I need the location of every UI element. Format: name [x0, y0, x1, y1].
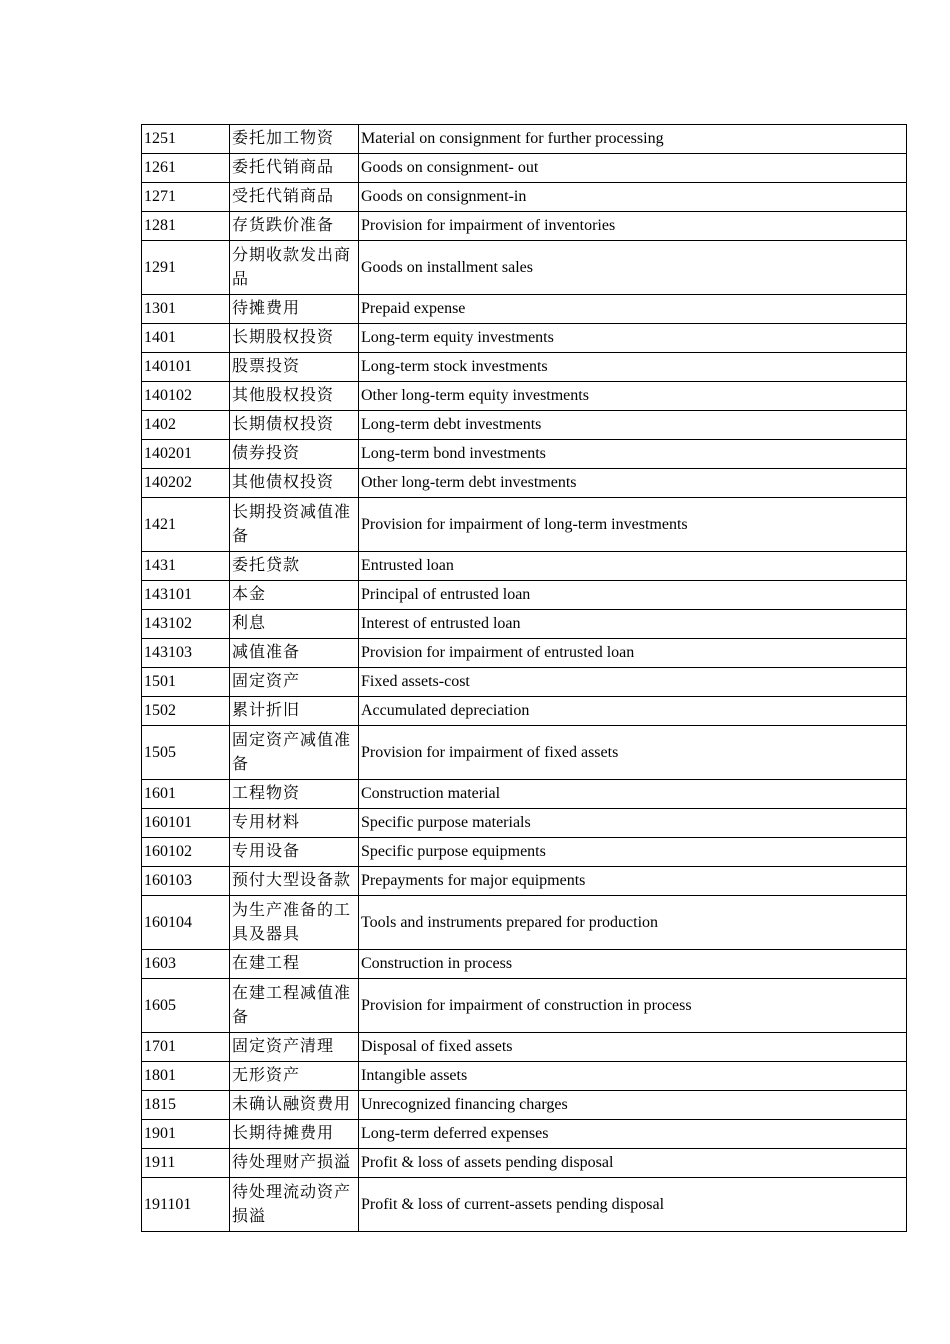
account-code-cell: 1291 — [142, 241, 230, 295]
table-row — [142, 639, 907, 668]
account-name-cn-cell: 工程物资 — [230, 780, 359, 809]
account-name-cn-cell: 受托代销商品 — [230, 183, 359, 212]
account-code-cell: 143101 — [142, 581, 230, 610]
account-name-en-cell: Long-term stock investments — [359, 353, 907, 382]
account-code-cell: 143103 — [142, 639, 230, 668]
account-name-cn-cell: 长期债权投资 — [230, 411, 359, 440]
account-name-cn-cell: 在建工程减值准备 — [230, 979, 359, 1033]
account-code-cell: 1911 — [142, 1149, 230, 1178]
account-name-en-cell: Goods on consignment-in — [359, 183, 907, 212]
account-code-cell: 140202 — [142, 469, 230, 498]
account-code-cell: 1401 — [142, 324, 230, 353]
account-name-en-cell: Provision for impairment of entrusted loan — [359, 639, 907, 668]
account-name-en-cell: Long-term deferred expenses — [359, 1120, 907, 1149]
table-row — [142, 1149, 907, 1178]
account-code-cell: 140201 — [142, 440, 230, 469]
account-name-cn-cell: 其他债权投资 — [230, 469, 359, 498]
account-code-cell: 1603 — [142, 950, 230, 979]
table-row — [142, 154, 907, 183]
account-code-cell: 1605 — [142, 979, 230, 1033]
account-code-cell: 1501 — [142, 668, 230, 697]
table-row — [142, 896, 907, 950]
account-name-cn-cell: 长期投资减值准备 — [230, 498, 359, 552]
account-name-en-cell: Long-term debt investments — [359, 411, 907, 440]
account-name-cn-cell: 委托加工物资 — [230, 125, 359, 154]
account-code-cell: 191101 — [142, 1178, 230, 1232]
table-row — [142, 295, 907, 324]
table-row — [142, 780, 907, 809]
accounts-table-body — [142, 125, 907, 1232]
account-name-cn-cell: 固定资产 — [230, 668, 359, 697]
account-name-cn-cell: 为生产准备的工具及器具 — [230, 896, 359, 950]
account-code-cell: 1402 — [142, 411, 230, 440]
account-name-cn-cell: 委托代销商品 — [230, 154, 359, 183]
table-row — [142, 440, 907, 469]
account-code-cell: 1281 — [142, 212, 230, 241]
account-code-cell: 140102 — [142, 382, 230, 411]
account-name-cn-cell: 本金 — [230, 581, 359, 610]
account-name-cn-cell: 长期待摊费用 — [230, 1120, 359, 1149]
account-name-en-cell: Interest of entrusted loan — [359, 610, 907, 639]
table-row — [142, 324, 907, 353]
account-name-cn-cell: 存货跌价准备 — [230, 212, 359, 241]
table-row — [142, 552, 907, 581]
table-row — [142, 581, 907, 610]
account-name-en-cell: Specific purpose equipments — [359, 838, 907, 867]
account-name-en-cell: Long-term bond investments — [359, 440, 907, 469]
account-name-cn-cell: 累计折旧 — [230, 697, 359, 726]
account-name-cn-cell: 股票投资 — [230, 353, 359, 382]
table-row — [142, 469, 907, 498]
table-row — [142, 1062, 907, 1091]
table-row — [142, 697, 907, 726]
account-name-en-cell: Entrusted loan — [359, 552, 907, 581]
account-name-en-cell: Provision for impairment of construction in process — [359, 979, 907, 1033]
account-name-en-cell: Material on consignment for further processing — [359, 125, 907, 154]
table-row — [142, 1178, 907, 1232]
account-name-en-cell: Accumulated depreciation — [359, 697, 907, 726]
account-name-en-cell: Construction material — [359, 780, 907, 809]
account-code-cell: 160102 — [142, 838, 230, 867]
table-row — [142, 498, 907, 552]
table-row — [142, 867, 907, 896]
account-name-cn-cell: 减值准备 — [230, 639, 359, 668]
account-code-cell: 1301 — [142, 295, 230, 324]
account-name-en-cell: Other long-term debt investments — [359, 469, 907, 498]
account-name-cn-cell: 待摊费用 — [230, 295, 359, 324]
table-row — [142, 838, 907, 867]
account-name-en-cell: Unrecognized financing charges — [359, 1091, 907, 1120]
account-name-en-cell: Provision for impairment of long-term investments — [359, 498, 907, 552]
account-name-en-cell: Other long-term equity investments — [359, 382, 907, 411]
account-name-en-cell: Profit & loss of assets pending disposal — [359, 1149, 907, 1178]
table-row — [142, 610, 907, 639]
table-row — [142, 979, 907, 1033]
table-row — [142, 411, 907, 440]
account-name-en-cell: Prepayments for major equipments — [359, 867, 907, 896]
account-name-en-cell: Goods on installment sales — [359, 241, 907, 295]
account-name-cn-cell: 预付大型设备款 — [230, 867, 359, 896]
account-name-en-cell: Fixed assets-cost — [359, 668, 907, 697]
account-code-cell: 1801 — [142, 1062, 230, 1091]
account-code-cell: 160101 — [142, 809, 230, 838]
account-name-en-cell: Construction in process — [359, 950, 907, 979]
account-code-cell: 140101 — [142, 353, 230, 382]
account-name-en-cell: Intangible assets — [359, 1062, 907, 1091]
table-row — [142, 668, 907, 697]
account-code-cell: 1431 — [142, 552, 230, 581]
table-row — [142, 382, 907, 411]
account-name-en-cell: Provision for impairment of inventories — [359, 212, 907, 241]
account-name-cn-cell: 委托贷款 — [230, 552, 359, 581]
account-name-cn-cell: 长期股权投资 — [230, 324, 359, 353]
table-row — [142, 1033, 907, 1062]
account-name-en-cell: Goods on consignment- out — [359, 154, 907, 183]
account-name-en-cell: Principal of entrusted loan — [359, 581, 907, 610]
account-code-cell: 1505 — [142, 726, 230, 780]
account-name-cn-cell: 在建工程 — [230, 950, 359, 979]
table-row — [142, 125, 907, 154]
table-row — [142, 353, 907, 382]
account-code-cell: 160104 — [142, 896, 230, 950]
table-row — [142, 1120, 907, 1149]
account-name-en-cell: Provision for impairment of fixed assets — [359, 726, 907, 780]
account-code-cell: 1901 — [142, 1120, 230, 1149]
account-name-cn-cell: 利息 — [230, 610, 359, 639]
account-code-cell: 143102 — [142, 610, 230, 639]
table-row — [142, 183, 907, 212]
account-name-cn-cell: 固定资产清理 — [230, 1033, 359, 1062]
account-name-cn-cell: 无形资产 — [230, 1062, 359, 1091]
account-code-cell: 1421 — [142, 498, 230, 552]
account-code-cell: 1701 — [142, 1033, 230, 1062]
table-row — [142, 1091, 907, 1120]
table-row — [142, 212, 907, 241]
account-name-en-cell: Tools and instruments prepared for production — [359, 896, 907, 950]
account-code-cell: 1601 — [142, 780, 230, 809]
account-name-cn-cell: 专用设备 — [230, 838, 359, 867]
account-name-cn-cell: 待处理财产损溢 — [230, 1149, 359, 1178]
account-code-cell: 1261 — [142, 154, 230, 183]
table-row — [142, 726, 907, 780]
table-row — [142, 809, 907, 838]
account-name-cn-cell: 其他股权投资 — [230, 382, 359, 411]
account-name-en-cell: Specific purpose materials — [359, 809, 907, 838]
account-name-en-cell: Profit & loss of current-assets pending disposal — [359, 1178, 907, 1232]
account-code-cell: 1502 — [142, 697, 230, 726]
account-code-cell: 1271 — [142, 183, 230, 212]
account-name-cn-cell: 待处理流动资产损溢 — [230, 1178, 359, 1232]
account-name-cn-cell: 固定资产减值准备 — [230, 726, 359, 780]
account-code-cell: 160103 — [142, 867, 230, 896]
table-row — [142, 950, 907, 979]
account-name-cn-cell: 债券投资 — [230, 440, 359, 469]
account-name-cn-cell: 分期收款发出商品 — [230, 241, 359, 295]
account-name-en-cell: Long-term equity investments — [359, 324, 907, 353]
table-row — [142, 241, 907, 295]
account-name-en-cell: Prepaid expense — [359, 295, 907, 324]
account-name-cn-cell: 专用材料 — [230, 809, 359, 838]
account-name-cn-cell: 未确认融资费用 — [230, 1091, 359, 1120]
account-name-en-cell: Disposal of fixed assets — [359, 1033, 907, 1062]
account-code-cell: 1251 — [142, 125, 230, 154]
account-code-cell: 1815 — [142, 1091, 230, 1120]
chart-of-accounts-table — [141, 124, 907, 1232]
